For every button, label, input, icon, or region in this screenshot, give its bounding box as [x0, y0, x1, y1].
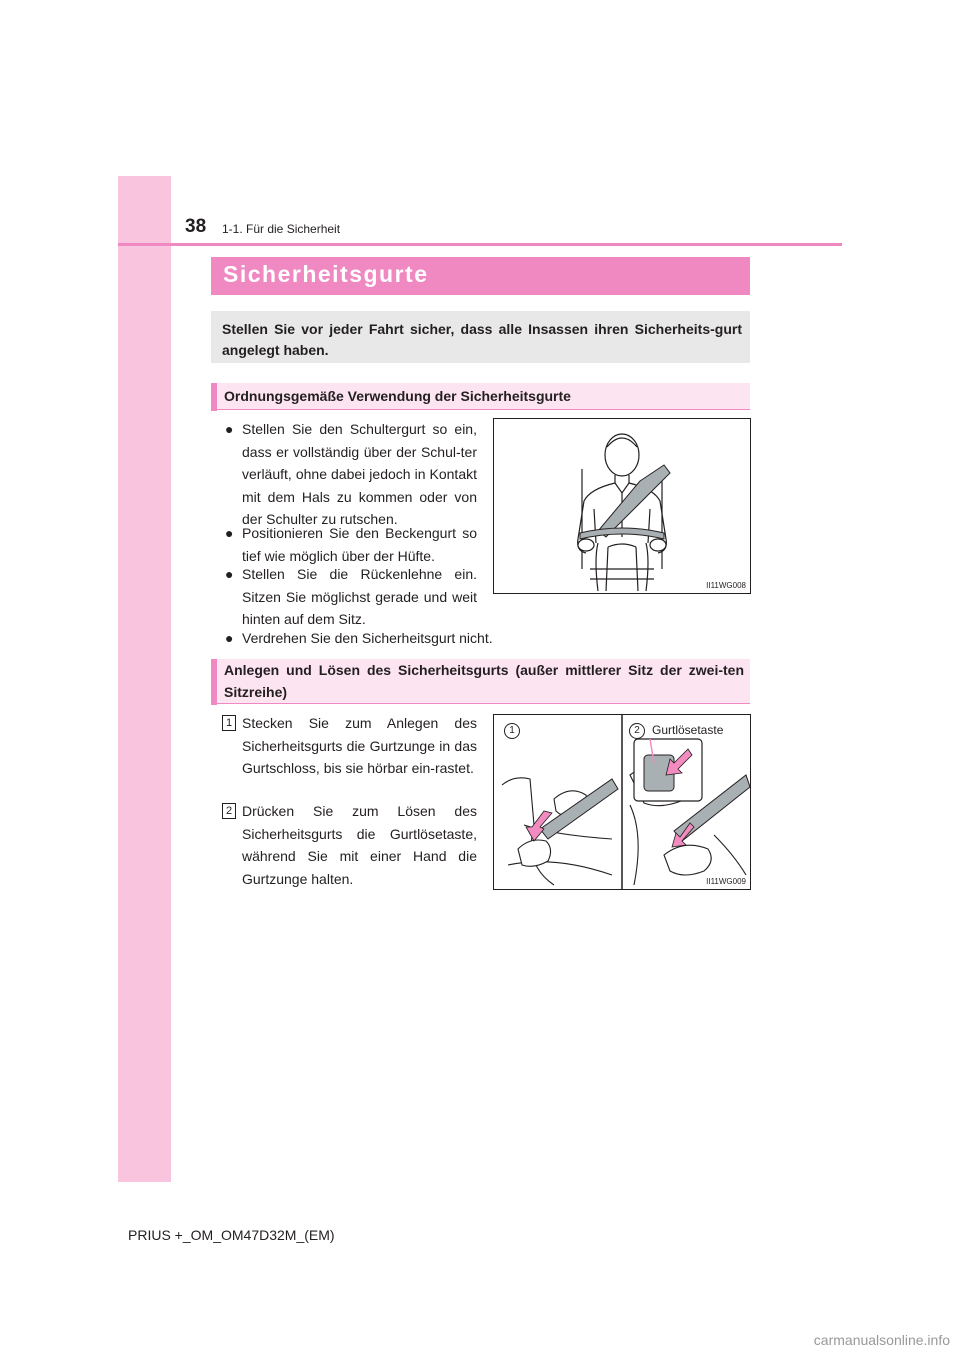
watermark: carmanualsonline.info [813, 1332, 950, 1348]
bullet-text: Positionieren Sie den Beckengurt so tief wie möglich über der Hüfte. [242, 525, 477, 564]
bullet-icon: ● [225, 630, 234, 646]
bullet-text: Stellen Sie die Rückenlehne ein. Sitzen Sie möglichst gerade und weit hinten auf dem Sitz. [242, 566, 477, 627]
section-heading-text: Ordnungsgemäße Verwendung der Sicherheitsgurte [224, 388, 571, 404]
bullet-icon: ● [225, 566, 234, 582]
intro-text: Stellen Sie vor jeder Fahrt sicher, dass alle Insassen ihren Sicherheits-gurt angelegt haben. [222, 321, 742, 358]
section-heading-text: Anlegen und Lösen des Sicherheitsgurts (außer mittlerer Sitz der zwei-ten Sitzreihe) [224, 662, 744, 700]
step-item [222, 712, 477, 780]
section-heading-fasten [211, 659, 750, 704]
page-title: Sicherheitsgurte [223, 261, 429, 287]
bullet-text: Stellen Sie den Schultergurt so ein, dass er vollständig über der Schul-ter verläuft, ohne dabei jedoch in Kontakt mit dem Hals zu kommen oder von der Schulter zu rutschen. [242, 421, 477, 527]
step-text: Drücken Sie zum Lösen des Sicherheitsgurts die Gurtlösetaste, während Sie mit einer Hand die Gurtzunge halten. [242, 803, 477, 887]
page-sidebar-tab [118, 176, 171, 1182]
buckle-illustration [494, 715, 750, 889]
intro-box [211, 311, 750, 363]
bullet-icon: ● [225, 525, 234, 541]
figure-seatbelt-position [493, 418, 751, 594]
title-bar [211, 257, 750, 295]
seated-person-illustration [494, 419, 750, 593]
bullet-text: Verdrehen Sie den Sicherheitsgurt nicht. [242, 630, 493, 646]
callout-2: 2 [629, 723, 645, 739]
bullet-item [225, 418, 477, 531]
step-text: Stecken Sie zum Anlegen des Sicherheitsgurts die Gurtzunge in das Gurtschloss, bis sie hörbar ein-rastet. [242, 715, 477, 776]
page-number: 38 [185, 216, 207, 237]
section-heading-usage [211, 383, 750, 410]
figure-label-release-button: Gurtlösetaste [652, 723, 724, 737]
bullet-item [225, 522, 477, 567]
bullet-item [225, 563, 477, 631]
bullet-icon: ● [225, 421, 234, 437]
step-item [222, 800, 477, 890]
step-number: 1 [222, 715, 236, 731]
bullet-item [225, 627, 545, 650]
figure-code: II11WG009 [706, 877, 746, 886]
step-number: 2 [222, 803, 236, 819]
callout-1: 1 [504, 723, 520, 739]
figure-fasten-release [493, 714, 751, 890]
section-reference: 1-1. Für die Sicherheit [222, 222, 341, 236]
figure-code: II11WG008 [706, 581, 746, 590]
header-rule [118, 243, 842, 246]
footer-document-code: PRIUS +_OM_OM47D32M_(EM) [128, 1227, 335, 1243]
